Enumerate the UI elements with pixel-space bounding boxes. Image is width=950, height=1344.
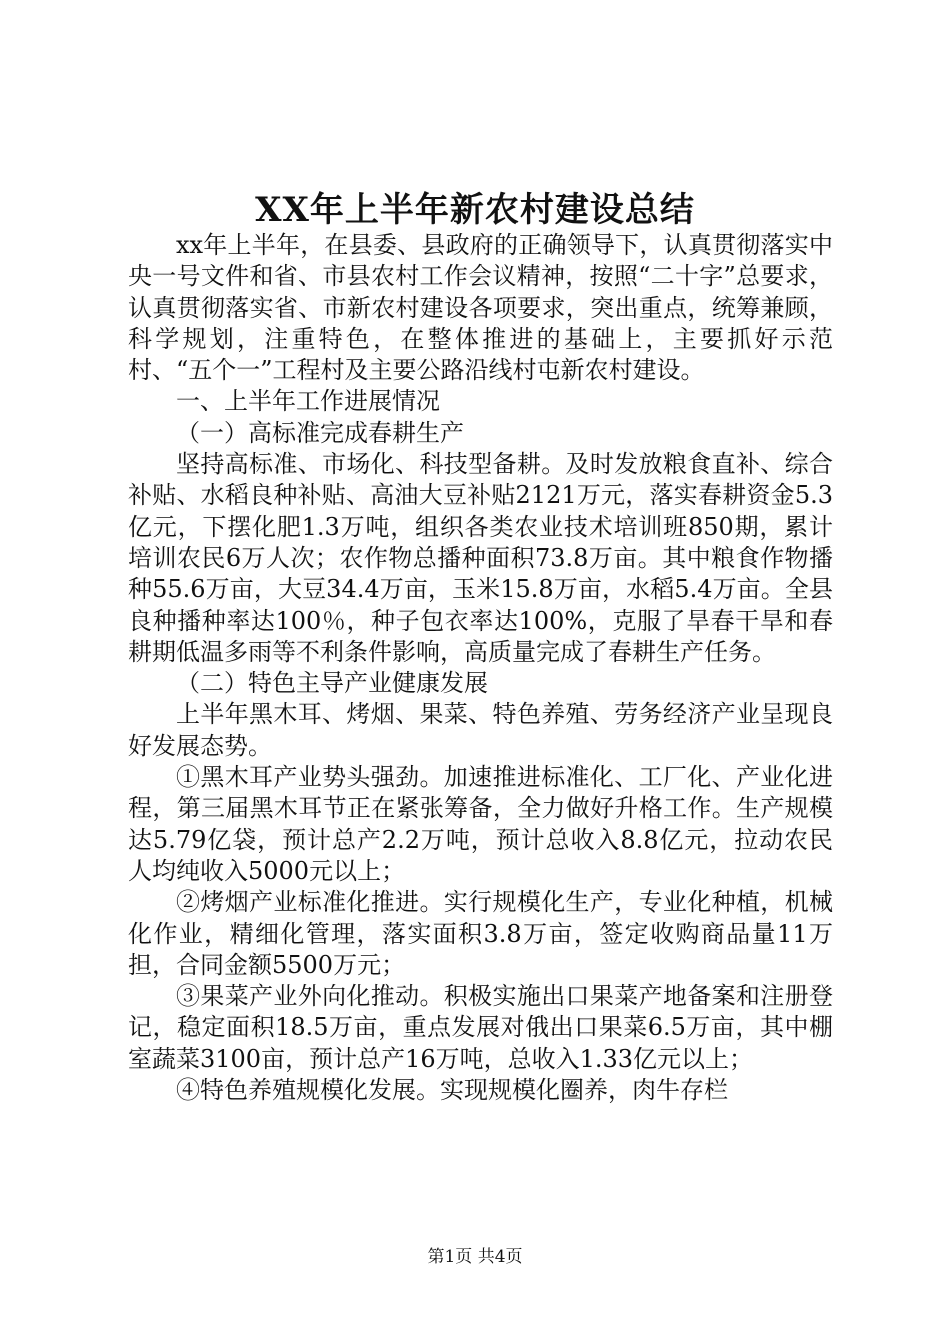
section-heading-1: 一、上半年工作进展情况 — [176, 387, 440, 416]
paragraph-black-fungus: ①黑木耳产业势头强劲。加速推进标准化、工厂化、产业化进程，第三届黑木耳节正在紧张筹备，全力做好升格工作。生产规模达5.79亿袋，预计总产2.2万吨，预计总收入8.8亿元，拉动农民人均纯收入5000元以上； — [128, 763, 833, 885]
paragraph-fruit-vegetable: ③果菜产业外向化推动。积极实施出口果菜产地备案和注册登记，稳定面积18.5万亩，重点发展对俄出口果菜6.5万亩，其中棚室蔬菜3100亩，预计总产16万吨，总收入1.33亿元以上； — [128, 982, 833, 1073]
paragraph-intro: xx年上半年，在县委、县政府的正确领导下，认真贯彻落实中央一号文件和省、市县农村工作会议精神，按照“二十字”总要求，认真贯彻落实省、市新农村建设各项要求，突出重点，统筹兼顾，科学规划，注重特色，在整体推进的基础上，主要抓好示范村、“五个一”工程村及主要公路沿线村屯新农村建设。 — [128, 231, 833, 385]
document-title: XX年上半年新农村建设总结 — [255, 190, 695, 230]
page-footer: 第1页 共4页 — [427, 1247, 523, 1267]
subsection-heading-1: （一）高标准完成春耕生产 — [176, 418, 464, 447]
subsection-heading-2: （二）特色主导产业健康发展 — [176, 669, 488, 698]
paragraph-livestock: ④特色养殖规模化发展。实现规模化圈养，肉牛存栏 — [176, 1076, 728, 1105]
document-body — [128, 230, 833, 1106]
paragraph-industries-overview: 上半年黑木耳、烤烟、果菜、特色养殖、劳务经济产业呈现良好发展态势。 — [128, 700, 833, 760]
paragraph-tobacco: ②烤烟产业标准化推进。实行规模化生产，专业化种植，机械化作业，精细化管理，落实面积3.8万亩，签定收购商品量11万担，合同金额5500万元； — [128, 888, 833, 979]
paragraph-spring-plowing: 坚持高标准、市场化、科技型备耕。及时发放粮食直补、综合补贴、水稻良种补贴、高油大豆补贴2121万元，落实春耕资金5.3亿元，下摆化肥1.3万吨，组织各类农业技术培训班850期，累计培训农民6万人次；农作物总播种面积73.8万亩。其中粮食作物播种55.6万亩，大豆34.4万亩，玉米15.8万亩，水稻5.4万亩。全县良种播种率达100％，种子包衣率达100%，克服了旱春干旱和春耕期低温多雨等不利条件影响，高质量完成了春耕生产任务。 — [128, 450, 833, 666]
